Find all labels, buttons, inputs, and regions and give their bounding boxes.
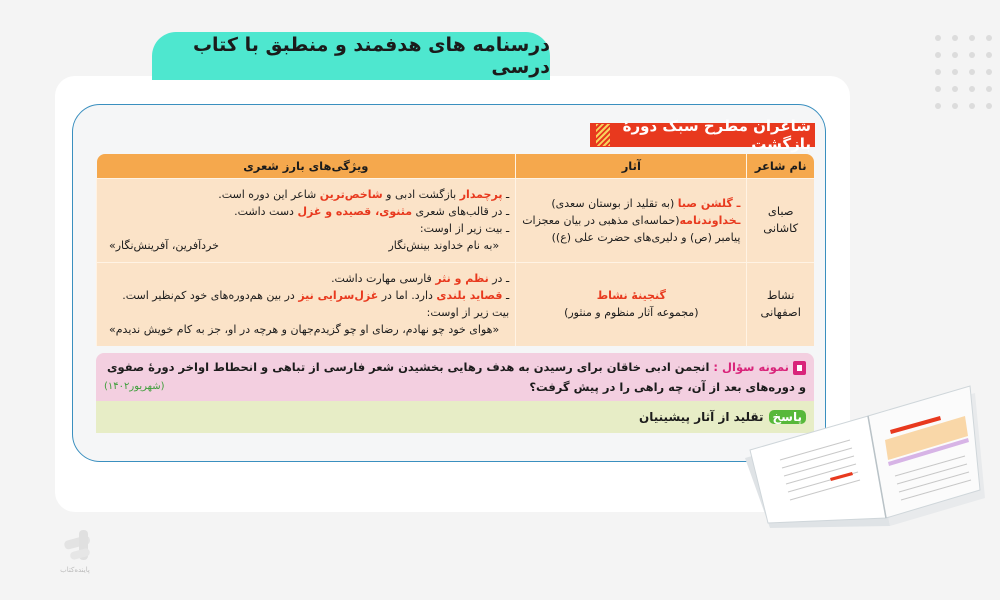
text: ـ در قالب‌های شعری — [412, 205, 510, 218]
works-cell — [516, 178, 747, 262]
text: دست داشت. — [234, 205, 298, 218]
verse — [103, 237, 509, 254]
answer — [96, 401, 814, 433]
column-header-works: آثار — [516, 154, 747, 178]
section-heading — [590, 117, 815, 153]
section-heading-text: شاعران مطرح سبک دورهٔ بازگشت — [622, 117, 811, 153]
verse — [103, 321, 509, 338]
textbook-illustration-icon — [740, 378, 985, 530]
question-text: انجمن ادبی خاقان برای رسیدن به هدف رهایی بخشیدن شعر فارسی از تباهی و انحطاط اواخر دورهٔ صفوی و دوره‌های بعد از آن، چه راهی را در پیش گرفت؟ — [106, 360, 806, 394]
decorative-dot-grid — [935, 35, 992, 109]
verse-hemistich: جهان و هرچه در او، جز به کام خویش ندیدم» — [109, 323, 314, 337]
table-header-row — [97, 154, 815, 178]
work-title: ـ گلشن صبا — [677, 196, 741, 210]
text: ـ — [502, 289, 510, 303]
page-title-text: درسنامه های هدفمند و منطبق با کتاب درسی — [192, 34, 550, 78]
verse-hemistich: «هوای خود چو نهادم، رضای او چو گزیدم — [313, 323, 500, 337]
work-desc: (حماسه‌ای مذهبی در بیان معجزات — [522, 213, 680, 227]
highlight: غزل‌سرایی نیز — [298, 289, 379, 303]
question-label: نمونه سؤال : — [713, 360, 789, 374]
text: ـ — [502, 188, 510, 201]
text: بازگشت ادبی و — [382, 188, 460, 201]
sample-question — [96, 353, 814, 401]
highlight: نظم و نثر — [435, 272, 489, 286]
works-line — [522, 195, 740, 212]
poets-table — [96, 154, 814, 346]
answer-text: تقلید از آثار پیشینیان — [639, 410, 764, 424]
features-cell — [97, 262, 516, 346]
work-desc: (به تقلید از بوستان سعدی) — [551, 196, 678, 210]
question-date: (شهریور۱۴۰۲) — [104, 381, 165, 392]
text: در بین هم‌دوره‌های خود کم‌نظیر است. — [122, 289, 299, 303]
features-cell — [97, 178, 516, 262]
work-desc: (مجموعه آثار منظوم و منثور) — [564, 306, 699, 320]
answer-label: پاسخ — [769, 410, 806, 424]
brand-logo-text: پاینده‌کتاب — [60, 566, 90, 574]
text: ـ در — [488, 272, 510, 286]
works-line — [522, 212, 740, 229]
document-icon — [793, 361, 806, 375]
column-header-name: نام شاعر — [747, 154, 814, 178]
text: دارد. اما در — [378, 289, 437, 303]
work-title: ـخداوندنامه — [679, 213, 741, 227]
feature-line — [103, 287, 509, 304]
highlight: شاخص‌ترین — [319, 188, 383, 201]
poet-name-cell: صبای کاشانی — [747, 178, 814, 262]
column-header-features: ویژگی‌های بارز شعری — [97, 154, 516, 178]
works-cell — [516, 262, 747, 346]
works-line: پیامبر (ص) و دلیری‌های حضرت علی (ع)) — [551, 230, 741, 244]
feature-line — [103, 270, 509, 287]
feature-line: بیت زیر از اوست: — [426, 306, 510, 320]
stripe-decoration-icon — [596, 124, 610, 146]
verse-hemistich: خردآفرین، آفرینش‌نگار» — [109, 239, 219, 252]
feature-line — [103, 203, 509, 220]
text: شاعر این دوره است. — [218, 188, 320, 201]
feature-line — [103, 186, 509, 203]
work-title: گنجینهٔ نشاط — [596, 289, 666, 303]
highlight: مثنوی، قصیده و غزل — [297, 205, 413, 218]
verse-hemistich: «به نام خداوند بینش‌نگار — [388, 239, 500, 252]
page-title — [152, 32, 550, 80]
table-row — [97, 262, 815, 346]
highlight: پرچمدار — [459, 188, 503, 201]
text: فارسی مهارت داشت. — [331, 272, 436, 286]
table-row — [97, 178, 815, 262]
feature-line: ـ بیت زیر از اوست: — [419, 222, 510, 235]
poet-name-cell: نشاط اصفهانی — [747, 262, 814, 346]
highlight: قصاید بلندی — [436, 289, 503, 303]
